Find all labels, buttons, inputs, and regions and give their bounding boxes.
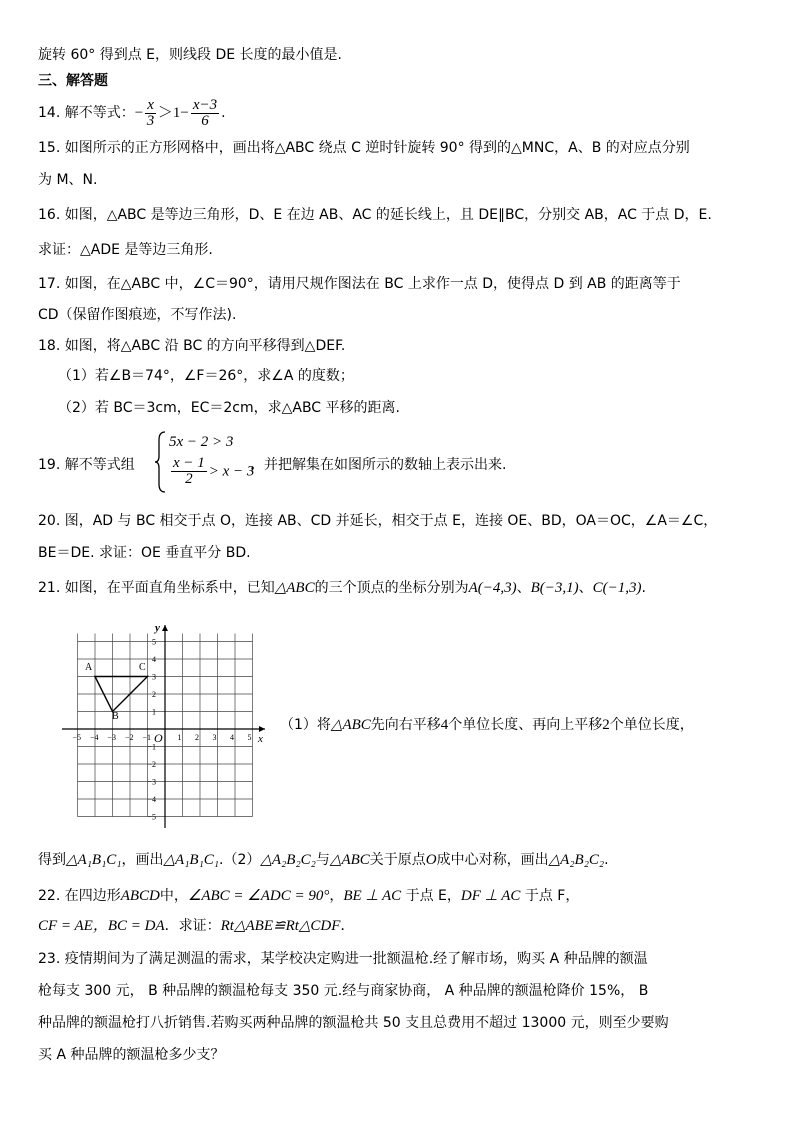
q14-frac1-num: x: [147, 96, 154, 113]
q23-text-c: 种品牌的额温枪打八折销售.若购买两种品牌的额温枪共 50 支且总费用不超过 13000 元，则至少要购: [38, 1015, 669, 1031]
q16-text-a: 16. 如图，△ABC 是等边三角形，D、E 在边 AB、AC 的延长线上，且 DE∥BC，分别交 AB，AC 于点 D，E.: [38, 207, 712, 223]
question-23-line2: [38, 982, 648, 1000]
q21-end: .: [641, 580, 646, 596]
q18-text-c: （2）若 BC＝3cm，EC＝2cm，求△ABC 平移的距离.: [58, 400, 400, 416]
q22-b: 中，: [159, 888, 188, 904]
x-tick-label: −3: [107, 733, 117, 742]
q19-prefix-text: 19. 解不等式组: [38, 457, 135, 473]
q22-angles: ∠ABC = ∠ADC = 90°: [187, 888, 330, 904]
x-tick-label: 1: [177, 733, 182, 742]
x-tick-label: −2: [125, 733, 134, 742]
q13-tail-text: 旋转 60° 得到点 E，则线段 DE 长度的最小值是.: [38, 47, 342, 63]
q21-p2-o: O: [425, 852, 437, 868]
label-point-C: C: [139, 662, 146, 673]
q23-text-a: 23. 疫情期间为了满足测温的需求，某学校决定购进一批额温枪.经了解市场，购买 A 种品牌的额温: [38, 951, 648, 967]
q19-eq2: [169, 456, 254, 487]
q20-text-b: BE＝DE. 求证：OE 垂直平分 BD.: [38, 545, 251, 561]
question-23-line1: [38, 950, 648, 968]
x-tick-label: −1: [142, 733, 152, 742]
question-21-part1: [280, 716, 694, 734]
q21-p2-t1: △A₁B₁C₁: [66, 852, 122, 868]
q22-a: 22. 在四边形: [38, 888, 121, 904]
q21-p1-tri: △ABC: [330, 717, 371, 733]
origin-label: O: [154, 731, 163, 745]
q21-p2-t3: △A₂B₂C₂: [260, 852, 316, 868]
question-23-line3: [38, 1014, 669, 1032]
q22-abcd: ABCD: [120, 888, 160, 904]
q17-text-a: 17. 如图，在△ABC 中，∠C＝90°，请用尺规作图法在 BC 上求作一点 D，使得点 D 到 AB 的距离等于: [38, 276, 681, 292]
q21-p1-c: 个单位长度、再向上平移: [448, 717, 603, 733]
q21-p2-t5: △A₂B₂C₂: [548, 852, 605, 868]
question-17-line1: [38, 275, 681, 293]
q21-point-B: B(−3,1): [530, 580, 579, 596]
q22-conclusion: Rt△ABE≌Rt△CDF: [220, 918, 341, 934]
q21-p1-b: 先向右平移: [370, 717, 441, 733]
q17-text-b: CD（保留作图痕迹，不写作法).: [38, 307, 237, 323]
x-tick-label: −5: [72, 733, 82, 742]
q22-e: 于点 F，: [520, 888, 580, 904]
question-18-line2: [58, 367, 354, 385]
q18-text-b: （1）若∠B＝74°，∠F＝26°，求∠A 的度数；: [58, 368, 354, 384]
question-19-prefix: [38, 456, 135, 474]
q21-sep1: 、: [516, 580, 531, 596]
q14-frac2: [191, 98, 219, 129]
section-heading-text: 三、解答题: [38, 73, 108, 89]
x-tick-label: 2: [195, 733, 199, 742]
q21-p2-e: 关于原点: [369, 852, 426, 868]
q19-eq2-frac: [171, 456, 207, 487]
q14-end: .: [221, 105, 226, 121]
question-15-line1: [38, 139, 690, 157]
y-tick-label: −4: [147, 795, 156, 804]
q21-p2-t4: △ABC: [329, 852, 370, 868]
question-16-line2: [38, 241, 213, 259]
q19-suffix-text: ，并把解集在如图所示的数轴上表示出来.: [250, 457, 507, 473]
q18-text-a: 18. 如图，将△ABC 沿 BC 的方向平移得到△DEF.: [38, 338, 346, 354]
q22-cond: CF = AE，BC = DA: [38, 918, 165, 934]
q19-eq1: 5x − 2 > 3: [169, 434, 234, 450]
q21-p2-a: 得到: [38, 852, 66, 868]
q22-df: DF ⊥ AC: [460, 888, 521, 904]
question-16-line1: [38, 206, 712, 224]
q21-p2-c: .（2）: [219, 852, 261, 868]
q22-f: ．求证：: [164, 918, 221, 934]
y-tick-label: 4: [152, 655, 156, 664]
x-tick-label: 5: [247, 733, 252, 742]
question-22-line2: [38, 917, 354, 935]
q21-tri: △ABC: [274, 580, 315, 596]
y-axis-label: y: [155, 622, 160, 634]
q21-p1-n2: 2: [602, 717, 610, 733]
q21-p1-d: 个单位长度，: [609, 717, 694, 733]
question-15-line2: [38, 171, 97, 189]
y-tick-label: −1: [147, 742, 156, 752]
q21-p1-a: （1）将: [280, 717, 331, 733]
q19-eq2-den: 2: [185, 471, 193, 487]
x-axis-arrow-icon: [259, 726, 265, 732]
label-point-B: B: [112, 711, 119, 722]
q22-g: ．: [340, 918, 355, 934]
question-21-part2: [38, 851, 609, 869]
q14-frac1: [145, 98, 156, 129]
x-tick-label: 3: [212, 733, 217, 742]
q21-text-b: 的三个顶点的坐标分别为: [314, 580, 469, 596]
q23-text-d: 买 A 种品牌的额温枪多少支？: [38, 1047, 225, 1063]
question-23-line4: [38, 1046, 224, 1064]
q19-eq2-num: x − 1: [173, 455, 205, 471]
q15-text-b: 为 M、N.: [38, 172, 98, 188]
x-tick-label: 4: [230, 733, 234, 742]
q21-p2-b: ，画出: [121, 852, 164, 868]
question-22-line1: [38, 887, 579, 905]
q21-p2-t2: △A₁B₁C₁: [163, 852, 220, 868]
axes: [62, 622, 265, 828]
q22-c: ，: [329, 888, 344, 904]
coordinate-grid-figure: [60, 620, 270, 830]
q14-frac2-den: 6: [201, 112, 209, 129]
q21-point-A: A(−4,3): [468, 580, 517, 596]
q21-p2-f: 成中心对称，画出: [436, 852, 549, 868]
question-20-line2: [38, 544, 251, 562]
y-tick-label: −5: [147, 812, 156, 822]
question-19-suffix: [250, 456, 506, 474]
line-q13-tail: [38, 46, 342, 64]
question-14: 14. 解不等式：− $\frac{x}{3}$ ＞1− $\frac{x-3}{6}$ .: [38, 96, 226, 129]
y-tick-label: 1: [152, 707, 156, 717]
y-tick-label: 3: [152, 672, 156, 682]
q23-text-b: 枪每支 300 元， B 种品牌的额温枪每支 350 元.经与商家协商， A 种品牌的额温枪降价 15%， B: [38, 983, 649, 999]
y-axis-arrow-icon: [162, 625, 168, 631]
question-17-line2: [38, 306, 236, 324]
q14-mid: ＞1−: [157, 105, 189, 121]
q20-text-a: 20. 图，AD 与 BC 相交于点 O，连接 AB、CD 并延长，相交于点 E，连接 OE、BD，OA＝OC，∠A＝∠C，: [38, 513, 718, 529]
q19-eq2-rhs: > x − 3: [208, 463, 255, 480]
brace-icon: [155, 430, 167, 494]
y-tick-label: −2: [147, 760, 156, 769]
label-point-A: A: [85, 662, 93, 673]
q21-text-a: 21. 如图，在平面直角坐标系中，已知: [38, 580, 275, 596]
y-tick-label: 2: [152, 690, 156, 699]
q15-text-a: 15. 如图所示的正方形网格中，画出将△ABC 绕点 C 逆时针旋转 90° 得到的△MNC，A、B 的对应点分别: [38, 140, 690, 156]
y-tick-label: −3: [147, 777, 156, 787]
question-21-line1: [38, 579, 646, 597]
section-heading: [38, 72, 108, 90]
q16-text-b: 求证：△ADE 是等边三角形.: [38, 242, 213, 258]
x-tick-label: −4: [90, 733, 99, 742]
question-18-line3: [58, 399, 400, 417]
question-18-line1: [38, 337, 345, 355]
question-20-line1: [38, 512, 717, 530]
q22-d: 于点 E，: [401, 888, 461, 904]
q22-be: BE ⊥ AC: [343, 888, 402, 904]
y-tick-label: 5: [152, 637, 156, 647]
q21-p2-g: .: [604, 852, 609, 868]
q21-point-C: C(−1,3): [592, 580, 642, 596]
x-axis-label: x: [258, 733, 263, 745]
q14-frac2-num: x−3: [192, 96, 218, 113]
q14-prefix: 14. 解不等式：: [38, 105, 135, 121]
q21-p2-d: 与: [315, 852, 330, 868]
q19-inequality-system: [155, 430, 265, 494]
q21-sep2: 、: [578, 580, 593, 596]
q14-frac1-den: 3: [146, 112, 155, 129]
q21-p1-n4: 4: [440, 717, 449, 733]
